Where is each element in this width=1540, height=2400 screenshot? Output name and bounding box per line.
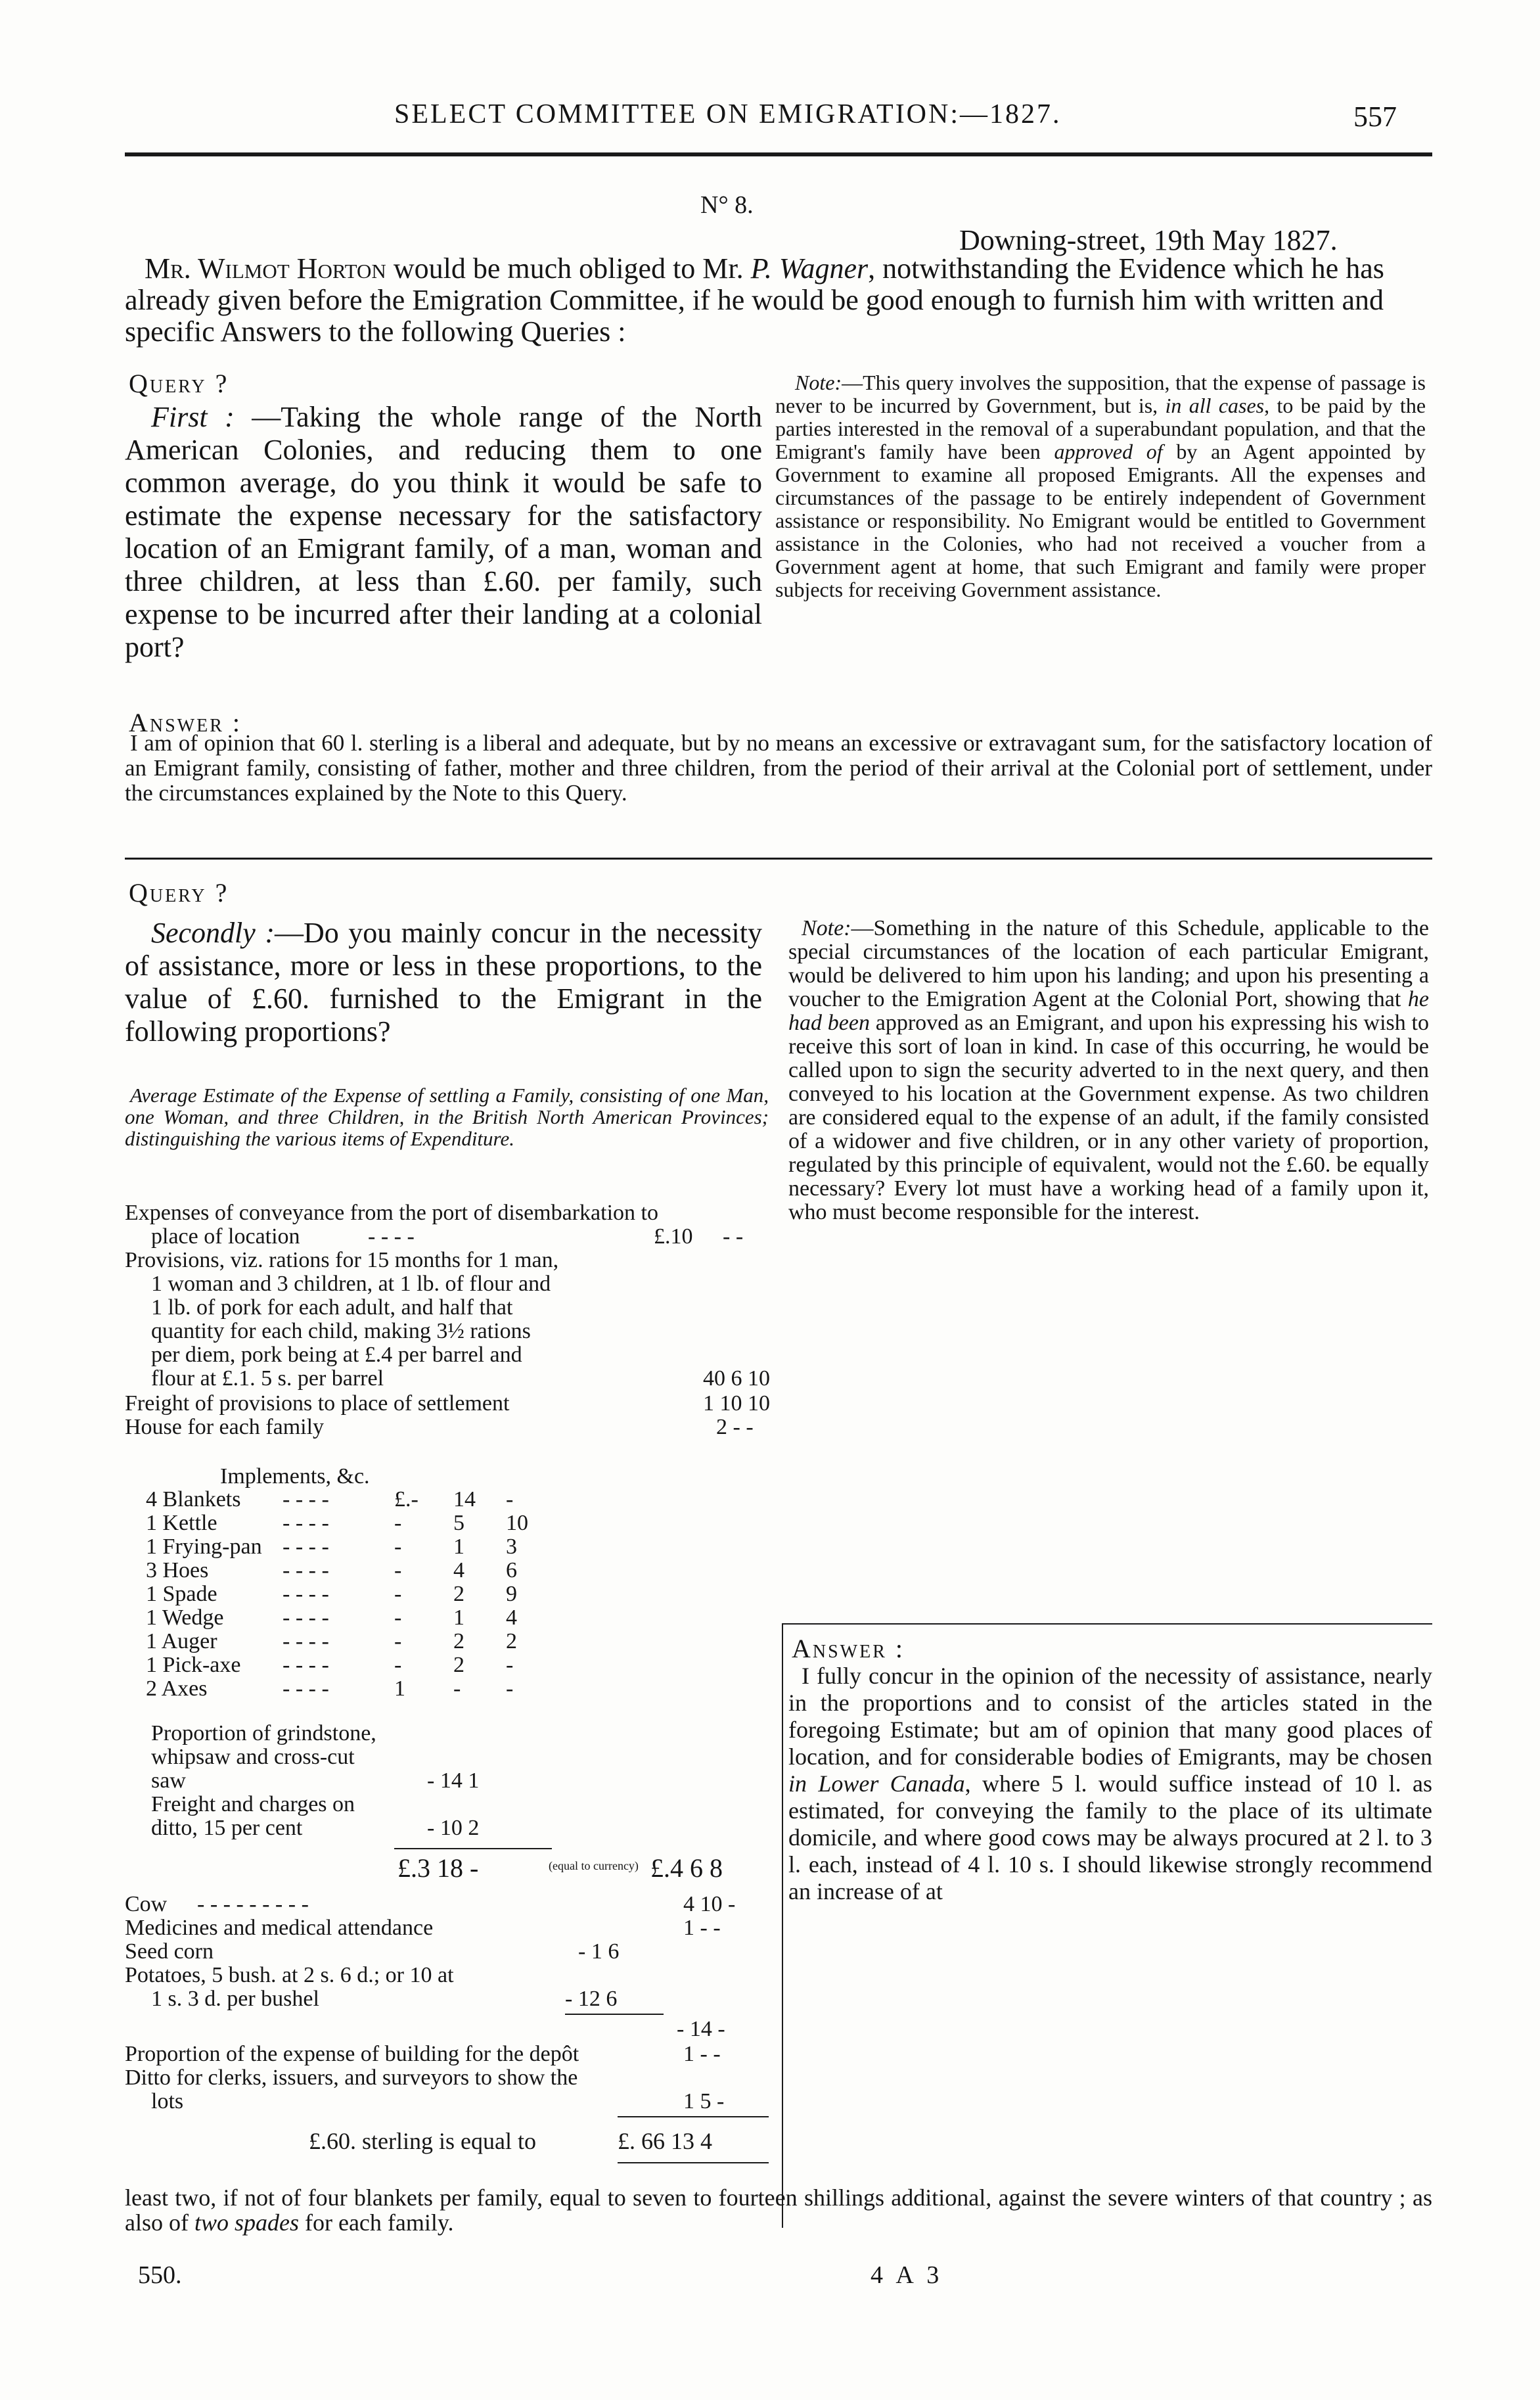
implements-total: £.3 18 - (397, 1853, 479, 1883)
depot-label: Proportion of the expense of building for the depôt (125, 2042, 579, 2066)
freight-charges-line-2: ditto, 15 per cent (151, 1816, 303, 1840)
clerks-line-2: lots (151, 2089, 184, 2113)
subtotal-rule (565, 2014, 664, 2015)
implement-shillings: 2 (453, 1653, 464, 1677)
grindstone-line-3: saw (151, 1768, 186, 1793)
query-2-note: Note:—Something in the nature of this Schedule, applicable to the special circumstances of the location of each particular Emigrant, would be delivered to him upon his landing; and upon his presenting a voucher to the Emigration Agent at the Colonial Port, showing that he had been approved as an Emigrant, and upon his expressing his wish to receive this sort of loan in kind. In case of this occurring, he would be called upon to sign the security adverted to in the next query, and then conveyed to his location at the Government expense. As two children are considered equal to the expense of an adult, if the family consisted of a widower and five children, or in any other variety of proportion, regulated by this principle of equivalent, would not the £.60. be equally necessary? Every lot must have a working head of a family upon it, who must become responsible for the interest. (788, 916, 1429, 1224)
letter-date: Downing-street, 19th May 1827. (959, 224, 1338, 256)
implement-shillings: 1 (453, 1605, 464, 1630)
implement-pence: - (506, 1676, 514, 1701)
total-value: £. 66 13 4 (618, 2128, 712, 2154)
implement-pounds: - (394, 1629, 402, 1653)
intro-wagner: P. Wagner (750, 252, 869, 285)
freight-charges-line-1: Freight and charges on (151, 1792, 355, 1816)
query-2-text: Secondly :—Do you mainly concur in the necessity of assistance, more or less in these proportions, to the value of £.60. furnished to the Emigrant in the following proportions? (125, 917, 763, 1048)
implement-item: 1 Frying-pan (146, 1535, 262, 1559)
seed-label: Seed corn (125, 1939, 214, 1964)
implement-pounds: £.- (394, 1487, 419, 1512)
grindstone-value: - 14 1 (427, 1768, 480, 1793)
provisions-line: flour at £.1. 5 s. per barrel (151, 1366, 384, 1391)
grindstone-line-2: whipsaw and cross-cut (151, 1745, 355, 1769)
implements-total-currency: £.4 6 8 (650, 1853, 723, 1883)
depot-value: 1 - - (683, 2042, 721, 2066)
answer-2-text: I fully concur in the opinion of the necessity of assistance, nearly in the proportions and to consist of the articles stated in the foregoing Estimate; but am of opinion that many good places of location, and for considerable bodies of Emigrants, may be chosen in Lower Canada, where 5 l. would suffice instead of 10 l. as estimated, for conveying the family to the place of its ultimate domicile, and where good cows may be always procured at 2 l. to 3 l. each, instead of 4 l. 10 s. I should likewise strongly recommend an increase of at (788, 1663, 1432, 1904)
query-1-note: Note:—This query involves the supposition, that the expense of passage is never to be incurred by Government, but is, in all cases, to be paid by the parties interested in the removal of a superabundant population, and that the Emigrant's family have been approved of by an Agent appointed by Government to examine all proposed Emigrants. All the expenses and circumstances of the passage to be entirely independent of Government assistance or responsibility. No Emigrant would be entitled to Government assistance in the Colonies, who had not received a voucher from a Government agent at home, that such Emigrant and family were proper subjects for receiving Government assistance. (775, 371, 1426, 601)
provisions-line: quantity for each child, making 3½ rations (151, 1319, 531, 1343)
query-2-label: Query ? (129, 878, 229, 908)
running-head: SELECT COMMITTEE ON EMIGRATION:—1827. (394, 99, 1062, 129)
seed-value: - 1 6 (578, 1939, 620, 1964)
provisions-line: 1 woman and 3 children, at 1 lb. of flour and (151, 1272, 551, 1296)
answer-2-rule-vertical (782, 1623, 783, 2228)
implements-sum-rule (394, 1848, 552, 1849)
provisions-line: Provisions, viz. rations for 15 months for 1 man, (125, 1248, 559, 1272)
implement-pence: 2 (506, 1629, 517, 1653)
freight-charges-value: - 10 2 (427, 1816, 480, 1840)
house-label: House for each family (125, 1415, 325, 1439)
freight-value: 1 10 10 (703, 1391, 770, 1416)
estimate-title: Average Estimate of the Expense of settling a Family, consisting of one Man, one Woman, and three Children, in the British North American Provinces; distinguishing the various items of Expenditure. (125, 1084, 769, 1150)
answer-1-text: I am of opinion that 60 l. sterling is a liberal and adequate, but by no means an excessive or extravagant sum, for the satisfactory location of an Emigrant family, consisting of father, mother and three children, from the period of their arrival at the Colonial port of settlement, under the circumstances explained by the Note to this Query. (125, 730, 1432, 806)
implement-pounds: - (394, 1511, 402, 1535)
signature-mark-2: 4 A 3 (871, 2261, 943, 2289)
implement-shillings: - (453, 1676, 461, 1701)
query-1-label: Query ? (129, 369, 229, 398)
implement-item: 1 Auger (146, 1629, 217, 1653)
implement-pounds: - (394, 1605, 402, 1630)
implements-heading: Implements, &c. (220, 1464, 370, 1488)
intro-paragraph: Mr. Wilmot Horton would be much obliged to Mr. P. Wagner, notwithstanding the Evidence which he has already given before the Emigration Committee, if he would be good enough to furnish him with written and specific Answers to the following Queries : (125, 252, 1384, 348)
implement-pounds: - (394, 1653, 402, 1677)
clerks-line-1: Ditto for clerks, issuers, and surveyors to show the (125, 2065, 578, 2090)
implement-pence: - (506, 1487, 514, 1512)
provisions-line: per diem, pork being at £.4 per barrel and (151, 1343, 522, 1367)
provisions-value: 40 6 10 (703, 1366, 770, 1391)
implement-item: 3 Hoes (146, 1558, 209, 1582)
clerks-value: 1 5 - (683, 2089, 725, 2113)
potatoes-value: - 12 6 (565, 1987, 618, 2011)
header-rule (125, 152, 1432, 156)
intro-name: Mr. Wilmot Horton (145, 252, 386, 285)
potatoes-line-2: 1 s. 3 d. per bushel (151, 1987, 319, 2011)
answer-2-label: Answer : (792, 1634, 905, 1663)
implement-shillings: 14 (453, 1487, 476, 1512)
equal-to-currency: (equal to currency) (549, 1859, 639, 1872)
freight-label: Freight of provisions to place of settlement (125, 1391, 510, 1416)
page-number: 557 (1353, 101, 1397, 133)
conveyance-line-2: place of location (151, 1224, 300, 1249)
conveyance-line-1: Expenses of conveyance from the port of disembarkation to (125, 1201, 658, 1225)
subtotal-value: - 14 - (677, 2017, 725, 2041)
implement-pence: 6 (506, 1558, 517, 1582)
implement-item: 4 Blankets (146, 1487, 241, 1512)
section-rule (125, 858, 1432, 860)
query-1-text: First : —Taking the whole range of the North American Colonies, and reducing them to one common average, do you think it would be safe to estimate the expense necessary for the satisfactory location of an Emigrant family, of a man, woman and three children, at less than £.60. per family, such expense to be incurred after their landing at a colonial port? (125, 401, 762, 663)
medicines-value: 1 - - (683, 1916, 721, 1940)
answer-2-continuation: least two, if not of four blankets per family, equal to seven to fourteen shillings additional, against the severe winters of that country ; as also of two spades for each family. (125, 2184, 1432, 2236)
total-rule-bottom (618, 2162, 769, 2163)
signature-mark: 550. (138, 2261, 182, 2289)
cow-value: 4 10 - (683, 1892, 736, 1916)
document-number: N° 8. (700, 191, 754, 219)
answer-2-rule-horizontal (782, 1623, 1432, 1625)
implement-pence: 4 (506, 1605, 517, 1630)
implement-shillings: 4 (453, 1558, 464, 1582)
medicines-label: Medicines and medical attendance (125, 1916, 434, 1940)
implement-shillings: 2 (453, 1582, 464, 1606)
implement-pounds: - (394, 1558, 402, 1582)
house-value: 2 - - (716, 1415, 754, 1439)
implement-pence: 10 (506, 1511, 528, 1535)
cow-label: Cow (125, 1892, 168, 1916)
implement-pence: 3 (506, 1535, 517, 1559)
conveyance-rest: - - (723, 1224, 744, 1249)
conveyance-value: £.10 (654, 1224, 693, 1249)
implement-pounds: 1 (394, 1676, 405, 1701)
grindstone-line-1: Proportion of grindstone, (151, 1721, 376, 1745)
implement-item: 1 Pick-axe (146, 1653, 241, 1677)
implement-shillings: 5 (453, 1511, 464, 1535)
total-rule-top (618, 2116, 769, 2117)
implement-item: 1 Kettle (146, 1511, 217, 1535)
total-label: £.60. sterling is equal to (309, 2128, 536, 2154)
implement-item: 2 Axes (146, 1676, 208, 1701)
implement-item: 1 Wedge (146, 1605, 224, 1630)
provisions-line: 1 lb. of pork for each adult, and half that (151, 1295, 513, 1320)
implement-shillings: 1 (453, 1535, 464, 1559)
implement-item: 1 Spade (146, 1582, 217, 1606)
implement-pence: - (506, 1653, 514, 1677)
implement-pounds: - (394, 1535, 402, 1559)
answer-1-label: Answer : (129, 708, 242, 737)
implement-pence: 9 (506, 1582, 517, 1606)
implement-pounds: - (394, 1582, 402, 1606)
potatoes-line-1: Potatoes, 5 bush. at 2 s. 6 d.; or 10 at (125, 1963, 454, 1987)
implement-shillings: 2 (453, 1629, 464, 1653)
